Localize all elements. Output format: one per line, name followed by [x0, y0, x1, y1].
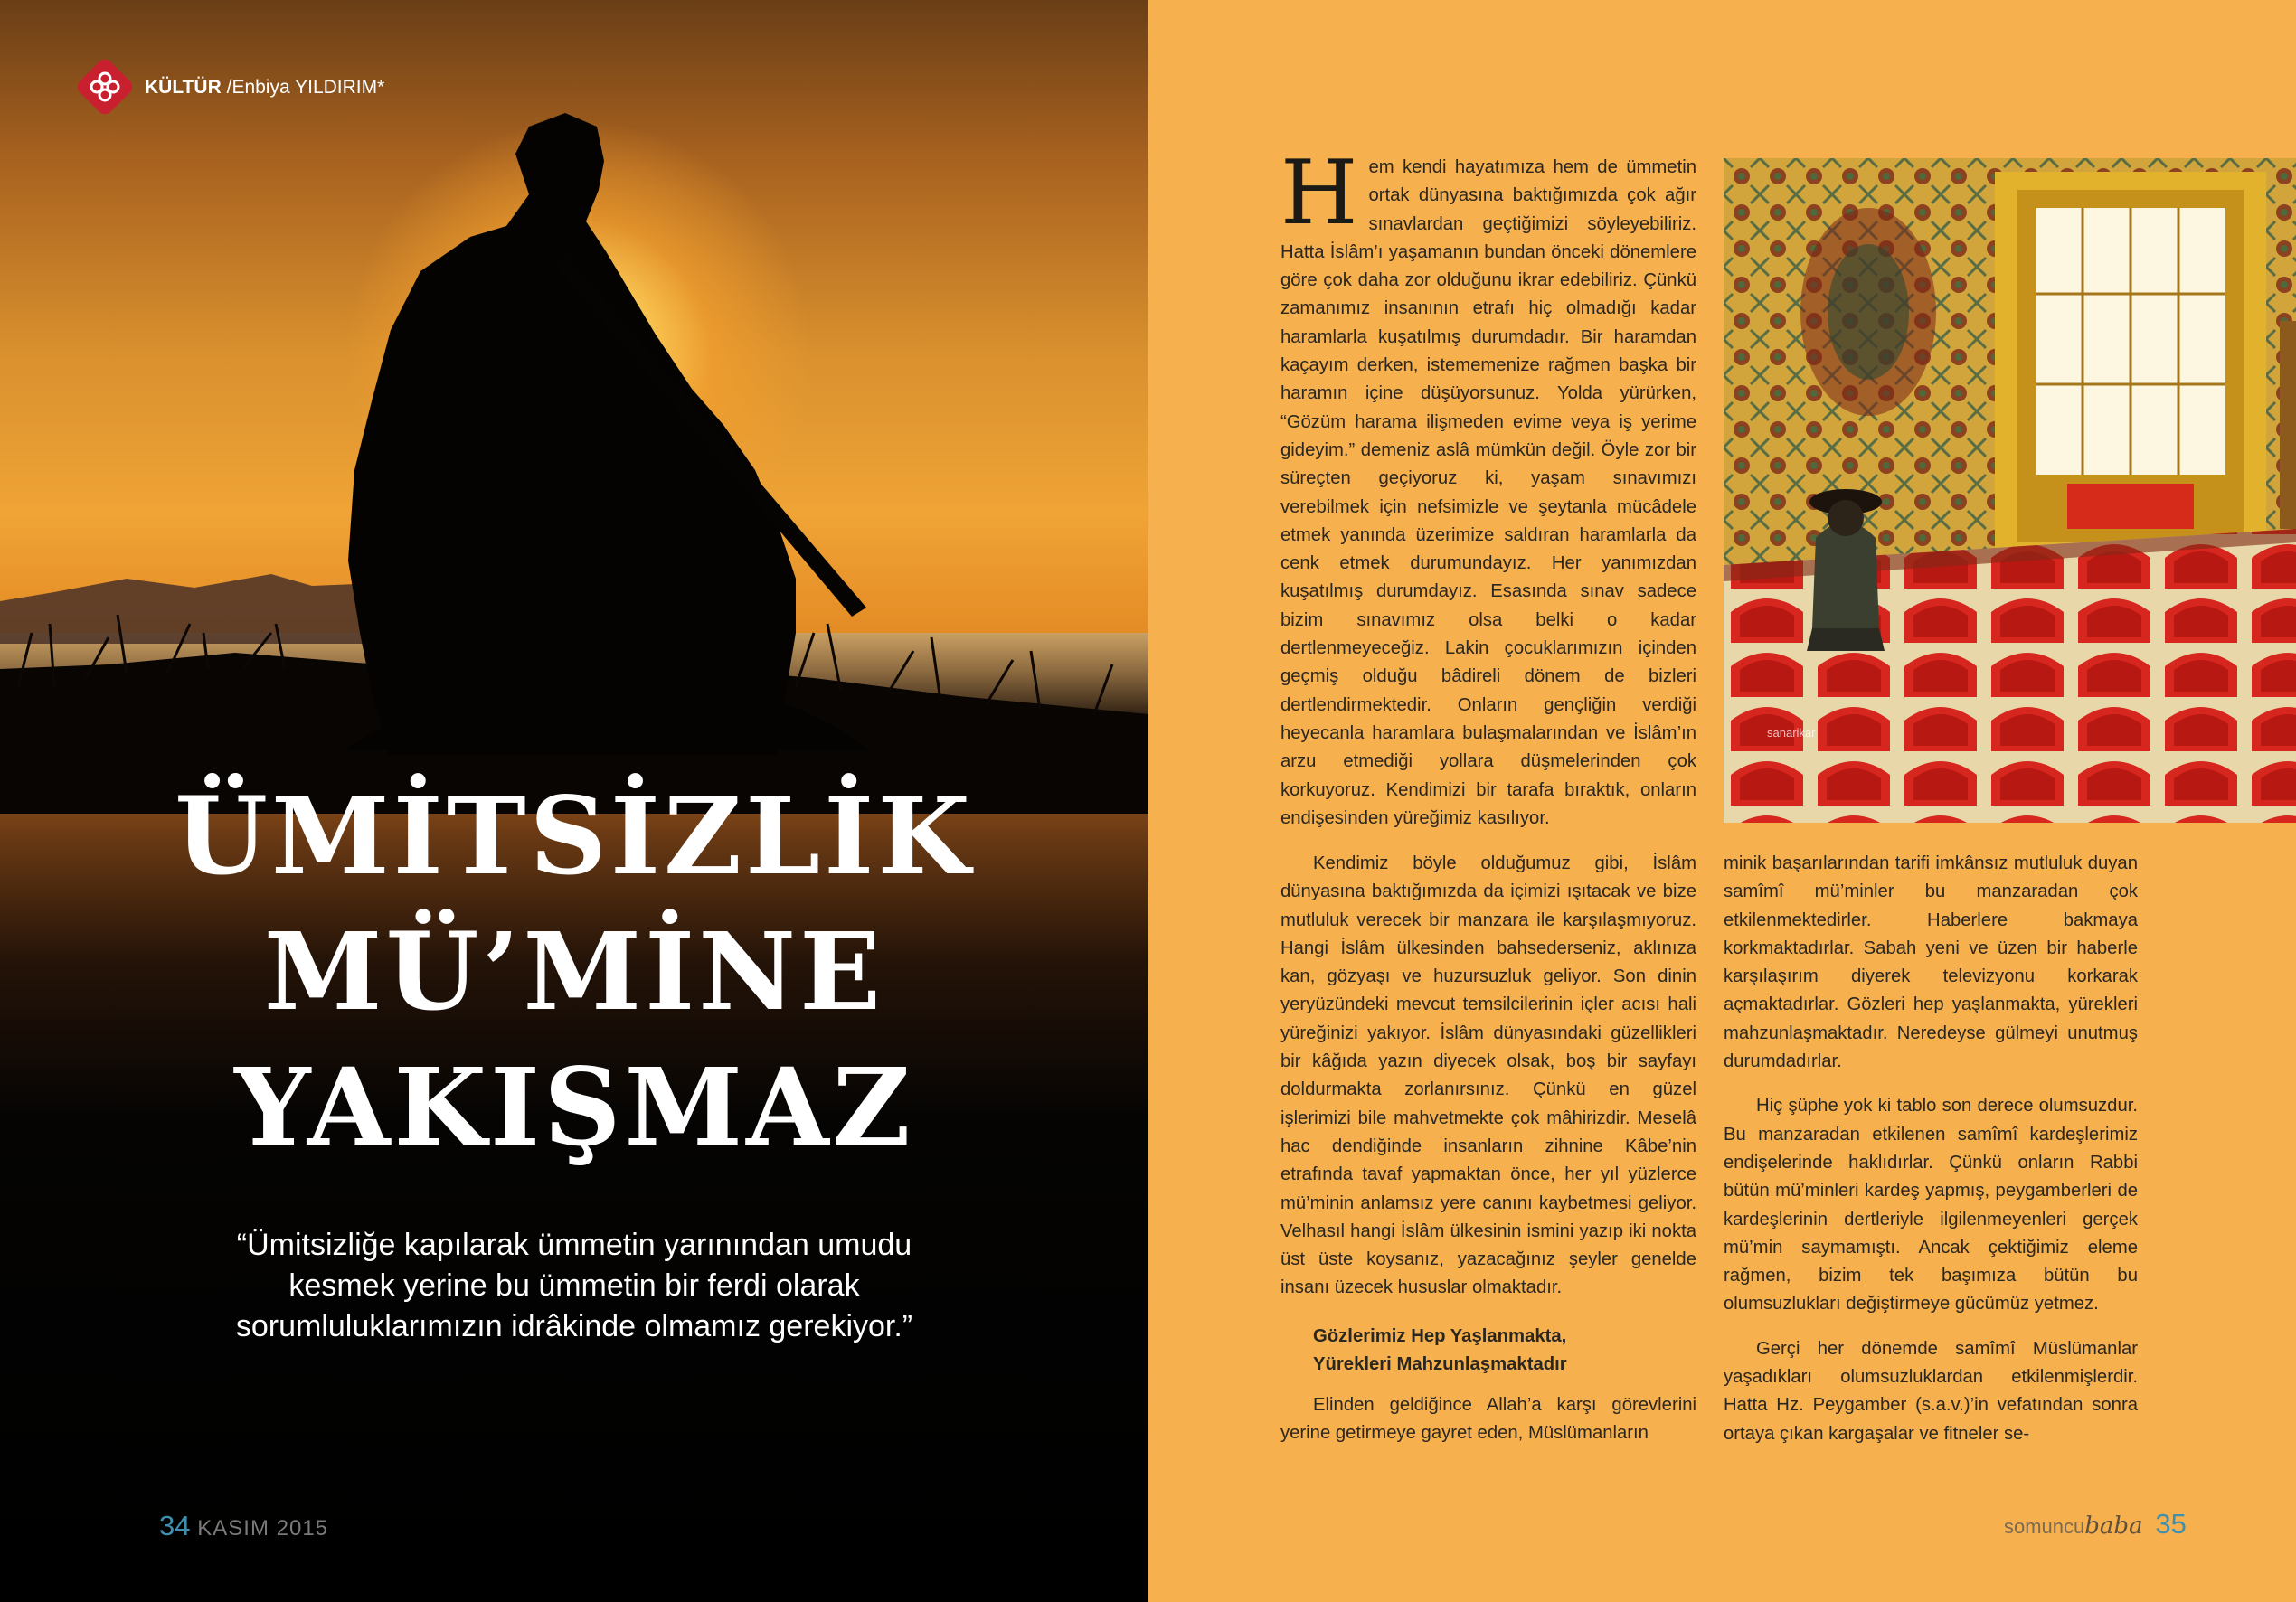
subheading-line-1: Gözlerimiz Hep Yaşlanmakta,: [1313, 1325, 1567, 1346]
ney-player-photo: [0, 0, 1148, 814]
issue-date: KASIM 2015: [197, 1516, 329, 1541]
page-number-right: 35: [2155, 1508, 2187, 1540]
folio-left: [159, 1510, 328, 1542]
page-number-left: 34: [159, 1510, 191, 1541]
pull-quote: “Ümitsizliğe kapılarak ümmetin yarınından umudu kesmek yerine bu ümmetin bir ferdi olarak sorumluluklarımızın idrâkinde olmamız gerekiyor.”: [235, 1228, 913, 1343]
title-line-2: MÜ’MİNE: [263, 909, 885, 1034]
paragraph-1: em kendi hayatımıza hem de ümmetin ortak dünyasına baktığımızda çok ağır sınavlardan geçtiğimizi söyleyebiliriz. Hatta İslâm’ı yaşamanın bundan önceki dönemlere göre çok daha zor olduğunu ikrar edebiliriz. Çünkü zamanımız insanının etrafı hiç olmadığı kadar haramlarla kuşatılmış durumdadır. Bir haramdan kaçayım derken, istememenize rağmen başka bir haramın içine düşüyorsunuz. Yolda yürürken, “Gözüm harama ilişmeden evime veya iş yerime gideyim.” demeniz aslâ mümkün değil. Öyle zor bir süreçten geçiyoruz ki, yaşam sınavımızı verebilmek için nefsimizle ve şeytanla mücâdele etmek yanında üzerimize saldıran haramlarla da cenk etmek durumundayız. Her yanımızdan kuşatılmış durumdayız. Esasında sınav sadece bizim sınavımız olsa belki o kadar dertlenmeyeceğiz. Lakin çocuklarımızın içinden geçmiş olduğu bâdireli dönem de bizleri dertlendirmektedir. Onların gençliğin verdiği heyecanla haramlara bulaşmalarından ve İslâm’ın arzu etmediği yollara düşmelerinden çok korkuyoruz. Kendimizi bir tarafa bıraktık, onların endişesinden yüreğimiz kasılıyor.: [1280, 157, 1696, 828]
drop-cap: H: [1280, 142, 1358, 245]
brand-part-1: somuncu: [2004, 1515, 2085, 1538]
article-title: [0, 768, 1148, 1175]
photo-watermark: sanarikar: [1767, 726, 1816, 740]
article-column-1-bottom: [1280, 850, 1696, 1447]
article-column-2: [1724, 850, 2138, 1448]
section-label: KÜLTÜR: [145, 77, 222, 98]
folio-right: [2004, 1508, 2187, 1541]
right-page: [1148, 0, 2296, 1602]
magazine-brand: [2004, 1512, 2143, 1540]
paragraph-2: Kendimiz böyle olduğumuz gibi, İslâm dünyasına baktığımızda da içimizi ışıtacak ve bize mutluluk verecek bir manzara ile karşılaşmıyoruz. Hangi İslâm ülkesinden bahsederseniz, aklınıza kan, gözyaşı ve huzursuzluk geliyor. Son dinin yeryüzündeki mevcut temsilcilerinin içler acısı hali yüreğinizi yakıyor. İslâm dünyasındaki güzellikleri bir kâğıda yazın diyecek olsak, boş bir sayfayı doldurmakta zorlanırsınız. Çünkü en güzel işlerimizi bile mahvetmekte çok mâhirizdir. Meselâ hac dendiğinde insanların zihnine Kâbe’nin etrafında tavaf yapmaktan önce, her yıl yüzlerce mü’minin anlamsız yere canını kaybetmesi geliyor. Velhasıl hangi İslâm ülkesinin ismini yazıp iki nokta üst üste koysanız, yazacağınız şeyler genelde insanı üzecek hususlar olmaktadır.: [1280, 853, 1696, 1298]
article-column-1-top: [1280, 142, 1696, 833]
mosque-interior-photo: [1724, 158, 2296, 823]
paragraph-6: Gerçi her dönemde samîmî Müslümanlar yaşadıkları olumsuzluklardan etkilenmişlerdir. Hatta Hz. Peygamber (s.a.v.)’in vefatından sonra ortaya çıkan kargaşalar ve fitneler se-: [1724, 1338, 2138, 1444]
title-line-1: ÜMİTSİZLİK: [175, 773, 974, 899]
subheading-line-2: Yürekleri Mahzunlaşmaktadır: [1313, 1353, 1567, 1374]
section-badge-icon: [74, 56, 136, 118]
brand-part-2: baba: [2084, 1512, 2143, 1540]
paragraph-4: minik başarılarından tarifi imkânsız mutluluk duyan samîmî mü’minler bu manzaradan çok etkilenmektedirler. Haberlere bakmaya korkmaktadırlar. Sabah yeni ve üzen bir haberle karşılaşırım diyerek televizyonu korkarak açmaktadırlar. Gözleri hep yaşlanmakta, yürekleri mahzunlaşmaktadır. Neredeyse gülmeyi unutmuş durumdadırlar.: [1724, 853, 2138, 1072]
paragraph-5: Hiç şüphe yok ki tablo son derece olumsuzdur. Bu manzaradan etkilenen samîmî kardeşlerimiz endişelerinde haklıdırlar. Çünkü onların Rabbi bütün mü’minleri kardeş yapmış, peygamberleri de kardeşlerinin dertleriyle ilgilenmeyenleri gerçek mü’min saymamıştı. Ancak çektiğimiz eleme rağmen, bizim tek başımıza bütün bu olumsuzlukları değiştirmeye gücümüz yetmez.: [1724, 1096, 2138, 1315]
title-line-3: YAKIŞMAZ: [234, 1044, 914, 1170]
subheading: [1313, 1323, 1696, 1379]
section-header: [145, 77, 384, 99]
author-byline: /Enbiya YILDIRIM*: [226, 77, 385, 98]
mosque-interior-illustration: [1724, 158, 2296, 823]
paragraph-3: Elinden geldiğince Allah’a karşı görevlerini yerine getirmeye gayret eden, Müslümanların: [1280, 1394, 1696, 1444]
